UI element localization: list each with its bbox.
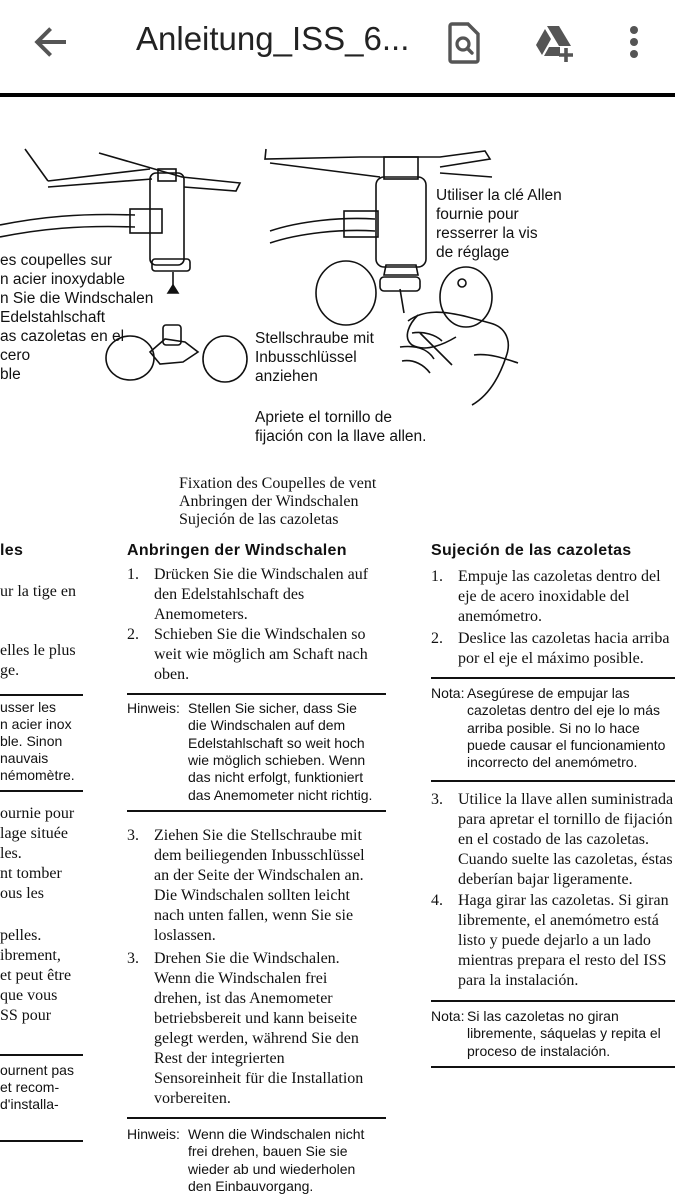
es-note1-bottom-rule [431, 780, 675, 782]
allen-key-label-de: Stellschraube mit Inbusschlüssel anziehen [255, 330, 374, 385]
document-title: Anleitung_ISS_6... [136, 20, 410, 57]
figure-caption: Fixation des Coupelles de vent Anbringen der Windschalen Sujeción de las cazoletas [179, 475, 377, 528]
es-note2-top-rule [431, 1000, 675, 1002]
de-note1-top-rule [127, 693, 386, 695]
fr-paragraph-3: ournie pour lage située les. nt tomber ous les [0, 805, 75, 902]
de-note2-top-rule [127, 1117, 386, 1119]
find-in-document-button[interactable] [440, 18, 488, 66]
es-note1-top-rule [431, 677, 675, 679]
more-options-button[interactable] [610, 18, 658, 66]
app-bar [0, 0, 675, 92]
fr-note2-bottom-rule [0, 1140, 83, 1142]
allen-key-label-fr: Utiliser la clé Allen fournie pour resserrer la vis de réglage [436, 187, 562, 261]
es-note2-bottom-rule [431, 1066, 675, 1068]
left-cup-label: es coupelles sur n acier inoxydable n Sie die Windschalen Edelstahlschaft as cazoletas en el cero ble [0, 252, 154, 383]
fr-note2-top-rule [0, 1054, 83, 1056]
de-note1-bottom-rule [127, 810, 386, 812]
more-vert-icon [610, 18, 658, 66]
add-to-drive-button[interactable] [530, 18, 578, 66]
fr-paragraph-1: ur la tige en [0, 583, 76, 600]
document-search-icon [440, 18, 488, 66]
add-to-drive-icon [530, 18, 578, 66]
pdf-page[interactable]: es coupelles sur n acier inoxydable n Sie die Windschalen Edelstahlschaft as cazoletas en el cero ble Utiliser la clé Allen fournie pour resserrer la vis de réglage Stellschraube mit Inbusschlüssel anziehen Apriete el tornillo de fijación con la llave allen. Fixation des Coupelles de vent Anbringen der Windschalen Sujeción de las cazoletas les ur la tige en elles le plus ge. usser les n acier inox ble. Sinon nauvais némomètre. ournie pour lage située les. nt tomber ous les pelles. ibrement, et peut être que vous SS pour ournent pas et recom- d'installa- Anbringen der Windschalen 1. Drücken Sie die Windschalen auf den Edelstahlschaft des Anemometers. 2. Schieben Sie die Windschalen so weit wie möglich am Schaft nach oben. Hinweis: Stellen Sie sicher, dass Sie die Windschalen auf dem Edelstahlschaft so weit hoch wie möglich schieben. Wenn das nicht erfolgt, funktioniert das Anemometer nicht richtig. 3. Ziehen Sie die Stellschraube mit dem beiliegenden Inbusschlüssel an der Seite der Windschalen an. Die Windschalen sollten leicht nach unten fallen, wenn Sie sie loslassen. 3. Drehen Sie die Windschalen. Wenn die Windschalen frei drehen, ist das Anemometer betriebsbereit und kann beiseite gelegt werden, während Sie den Rest der integrierten Sensoreinheit für die Installation vorbereiten. Hinweis: Wenn die Windschalen nicht frei drehen, bauen Sie sie wieder ab und wiederholen den Einbauvorgang. Sujeción de las cazoletas 1. Empuje las cazoletas dentro del eje de acero inoxidable del anemómetro. 2. Deslice las cazoletas hacia arriba por el eje el máximo posible. Nota: Asegúrese de empujar las cazoletas dentro del eje lo más arriba posible. Si no lo hace puede causar el funcionamiento incorrecto del anemómetro. 3. Utilice la llave allen suministrada para apretar el tornillo de fijación en el costado de las cazoletas. Cuando suelte las cazoletas, éstas deberían bajar ligeramente. 4. Haga girar las cazoletas. Si giran libremente, el anemómetro está listo y puede dejarlo a un lado mientras prepara el resto del ISS para la instalación. Nota: Si las cazoletas no giran libremente, sáquelas y repita el proceso de instalación. [0, 97, 675, 1200]
fr-note1-top-rule [0, 694, 83, 696]
fr-paragraph-4: pelles. ibrement, et peut être que vous SS pour [0, 927, 72, 1024]
fr-heading: les [0, 542, 24, 559]
fr-paragraph-2: elles le plus ge. [0, 642, 76, 679]
de-heading: Anbringen der Windschalen [127, 542, 347, 559]
back-button[interactable] [28, 18, 76, 66]
es-heading: Sujeción de las cazoletas [431, 542, 632, 559]
allen-key-label-es: Apriete el tornillo de fijación con la llave allen. [255, 409, 427, 445]
fr-note1-bottom-rule [0, 790, 83, 792]
back-arrow-icon [28, 18, 76, 66]
